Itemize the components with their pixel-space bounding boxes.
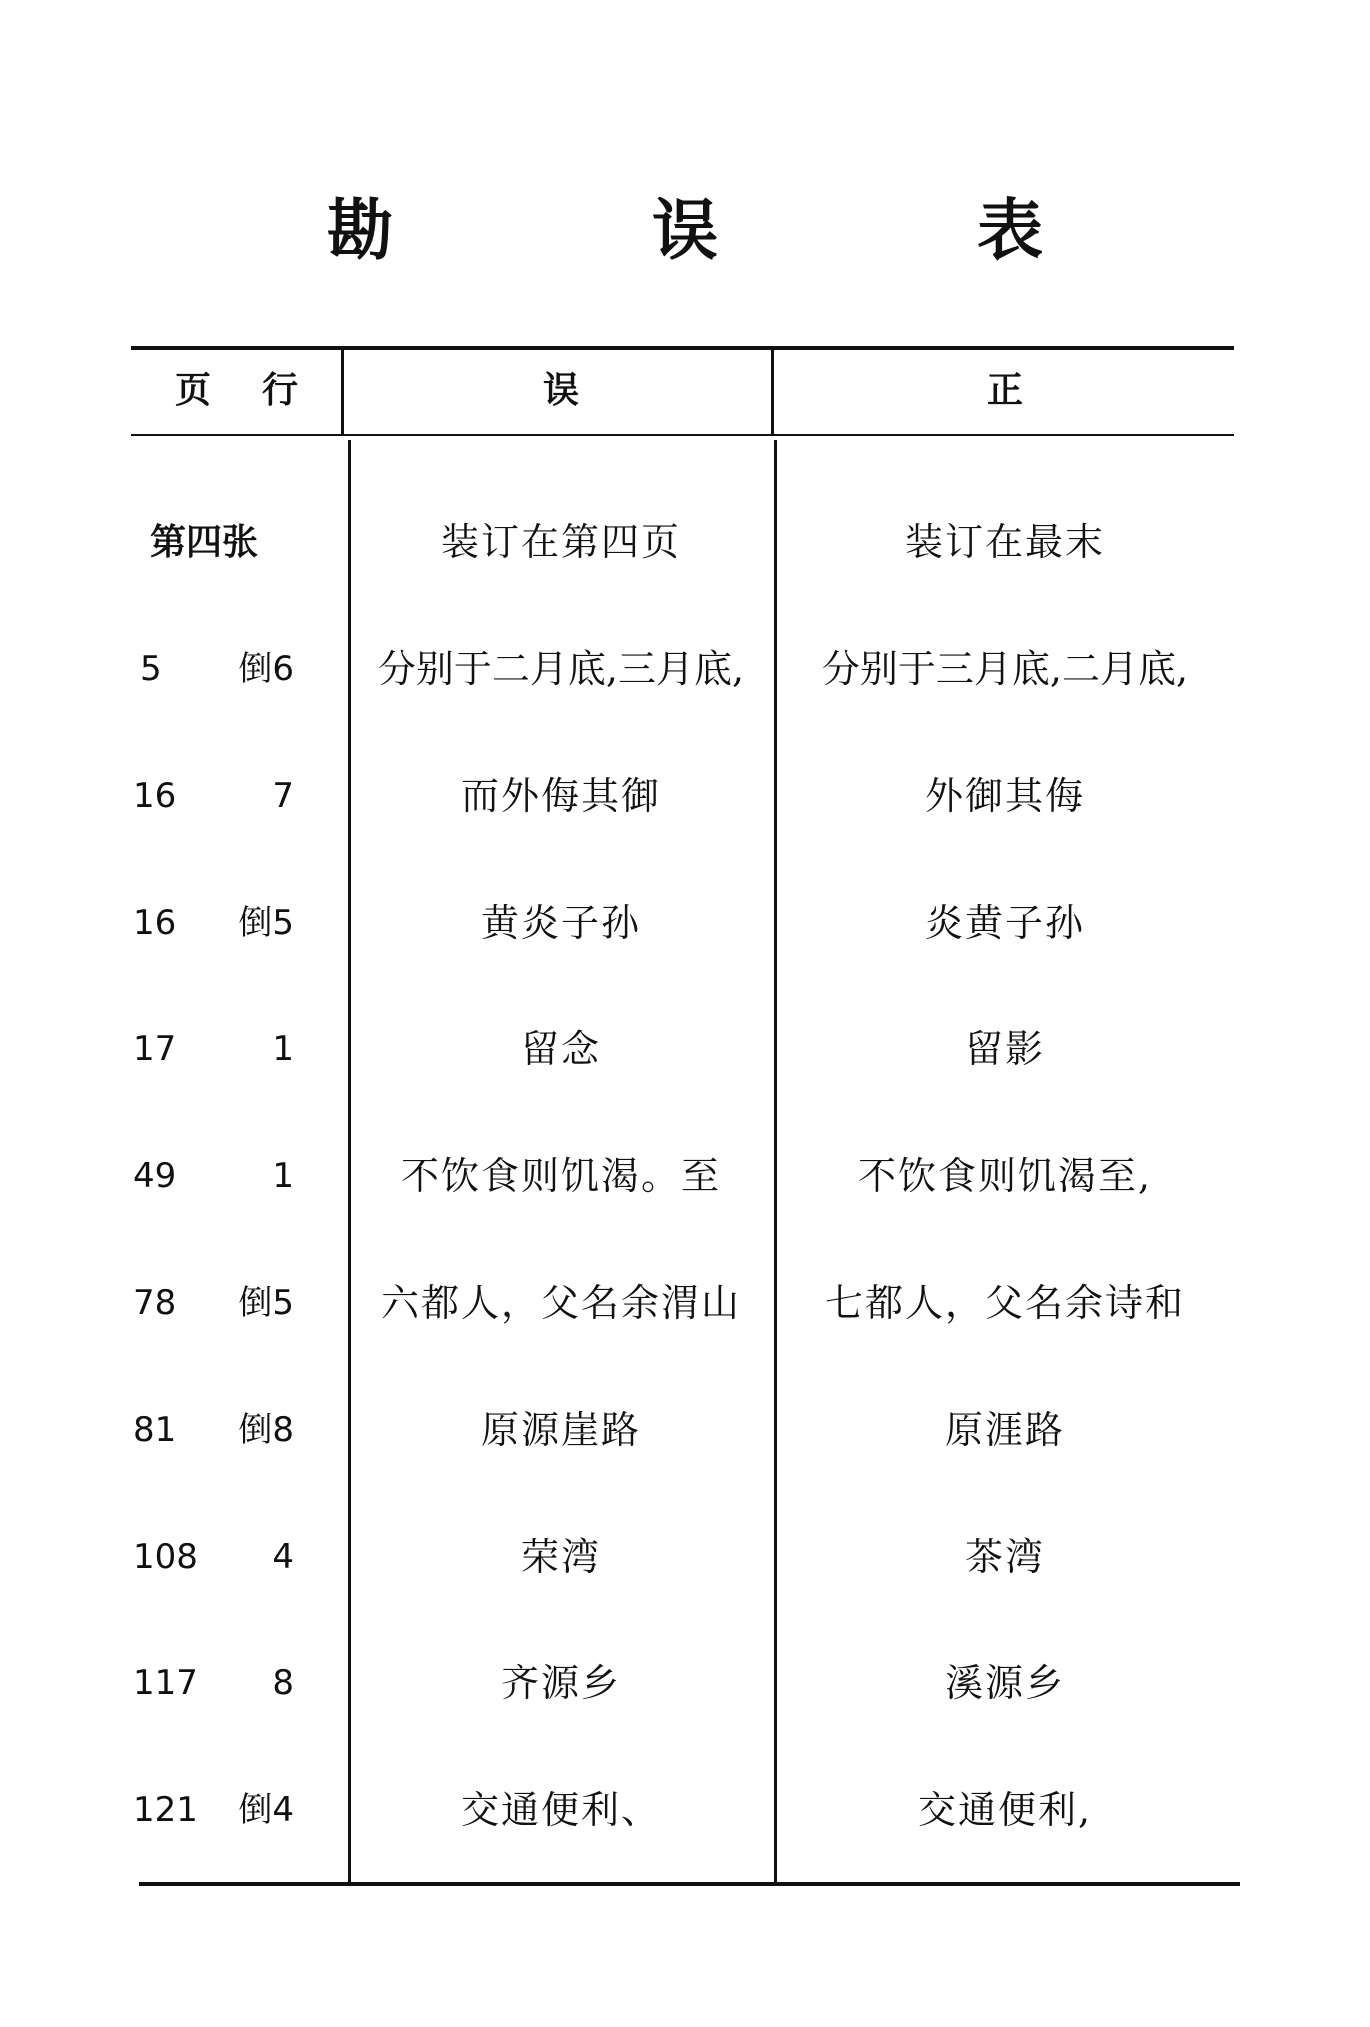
row-right: 七都人，父名余诗和 bbox=[824, 1281, 1185, 1325]
table-row bbox=[0, 1653, 1370, 1713]
table-row bbox=[0, 766, 1370, 826]
row-right: 溪源乡 bbox=[944, 1661, 1065, 1705]
row-page: 117 bbox=[133, 1663, 198, 1703]
table-header-rule bbox=[131, 434, 1234, 436]
row-wrong: 荣湾 bbox=[520, 1535, 601, 1579]
header-right: 正 bbox=[986, 369, 1023, 411]
row-line: 8 bbox=[272, 1663, 294, 1703]
table-row bbox=[0, 639, 1370, 699]
table-row bbox=[0, 512, 1370, 572]
row-wrong: 齐源乡 bbox=[500, 1661, 621, 1705]
table-row bbox=[0, 1400, 1370, 1460]
column-divider-header-1 bbox=[341, 350, 344, 434]
table-row bbox=[0, 893, 1370, 953]
header-wrong: 误 bbox=[542, 369, 579, 411]
row-wrong: 而外侮其御 bbox=[460, 774, 661, 818]
table-row bbox=[0, 1146, 1370, 1206]
row-page: 49 bbox=[133, 1156, 177, 1196]
row-line: 1 bbox=[272, 1029, 294, 1069]
row-line: 1 bbox=[272, 1156, 294, 1196]
table-row bbox=[0, 1019, 1370, 1079]
row-line: 倒5 bbox=[238, 1283, 294, 1323]
column-divider-header-2 bbox=[771, 350, 774, 434]
row-right: 茶湾 bbox=[964, 1535, 1045, 1579]
row-right: 装订在最末 bbox=[904, 520, 1105, 564]
row-line: 倒6 bbox=[238, 649, 294, 689]
row-wrong: 不饮食则饥渴。至 bbox=[400, 1154, 721, 1198]
row-right: 交通便利, bbox=[917, 1788, 1093, 1832]
table-row bbox=[0, 1780, 1370, 1840]
row-right: 炎黄子孙 bbox=[924, 901, 1085, 945]
row-wrong: 黄炎子孙 bbox=[480, 901, 641, 945]
row-right: 不饮食则饥渴至, bbox=[857, 1154, 1153, 1198]
row-page: 81 bbox=[133, 1410, 177, 1450]
row-wrong: 六都人，父名余渭山 bbox=[380, 1281, 741, 1325]
row-line: 倒4 bbox=[238, 1790, 294, 1830]
row-line: 倒8 bbox=[238, 1410, 294, 1450]
row-right: 分别于三月底,二月底, bbox=[821, 647, 1189, 691]
row-line: 倒5 bbox=[238, 903, 294, 943]
row-wrong: 分别于二月底,三月底, bbox=[377, 647, 745, 691]
row-page: 16 bbox=[133, 903, 177, 943]
row-right: 原涯路 bbox=[944, 1408, 1065, 1452]
row-page: 78 bbox=[133, 1283, 177, 1323]
row-line: 7 bbox=[272, 776, 294, 816]
row-page: 121 bbox=[133, 1790, 198, 1830]
table-row bbox=[0, 1527, 1370, 1587]
row-wrong: 留念 bbox=[520, 1027, 601, 1071]
row-wrong: 装订在第四页 bbox=[440, 520, 681, 564]
row-right: 留影 bbox=[964, 1027, 1045, 1071]
row-page: 5 bbox=[140, 649, 162, 689]
table-row bbox=[0, 1273, 1370, 1333]
row-page: 第四张 bbox=[150, 521, 259, 563]
table-top-rule bbox=[131, 346, 1234, 350]
page-title: 勘 误 表 bbox=[327, 191, 1161, 269]
header-page: 页 bbox=[174, 369, 211, 411]
table-bottom-rule bbox=[139, 1882, 1240, 1886]
row-page: 108 bbox=[133, 1537, 198, 1577]
row-wrong: 交通便利、 bbox=[460, 1788, 661, 1832]
row-right: 外御其侮 bbox=[924, 774, 1085, 818]
row-wrong: 原源崖路 bbox=[480, 1408, 641, 1452]
header-line: 行 bbox=[261, 369, 298, 411]
row-line: 4 bbox=[272, 1537, 294, 1577]
row-page: 17 bbox=[133, 1029, 177, 1069]
row-page: 16 bbox=[133, 776, 177, 816]
